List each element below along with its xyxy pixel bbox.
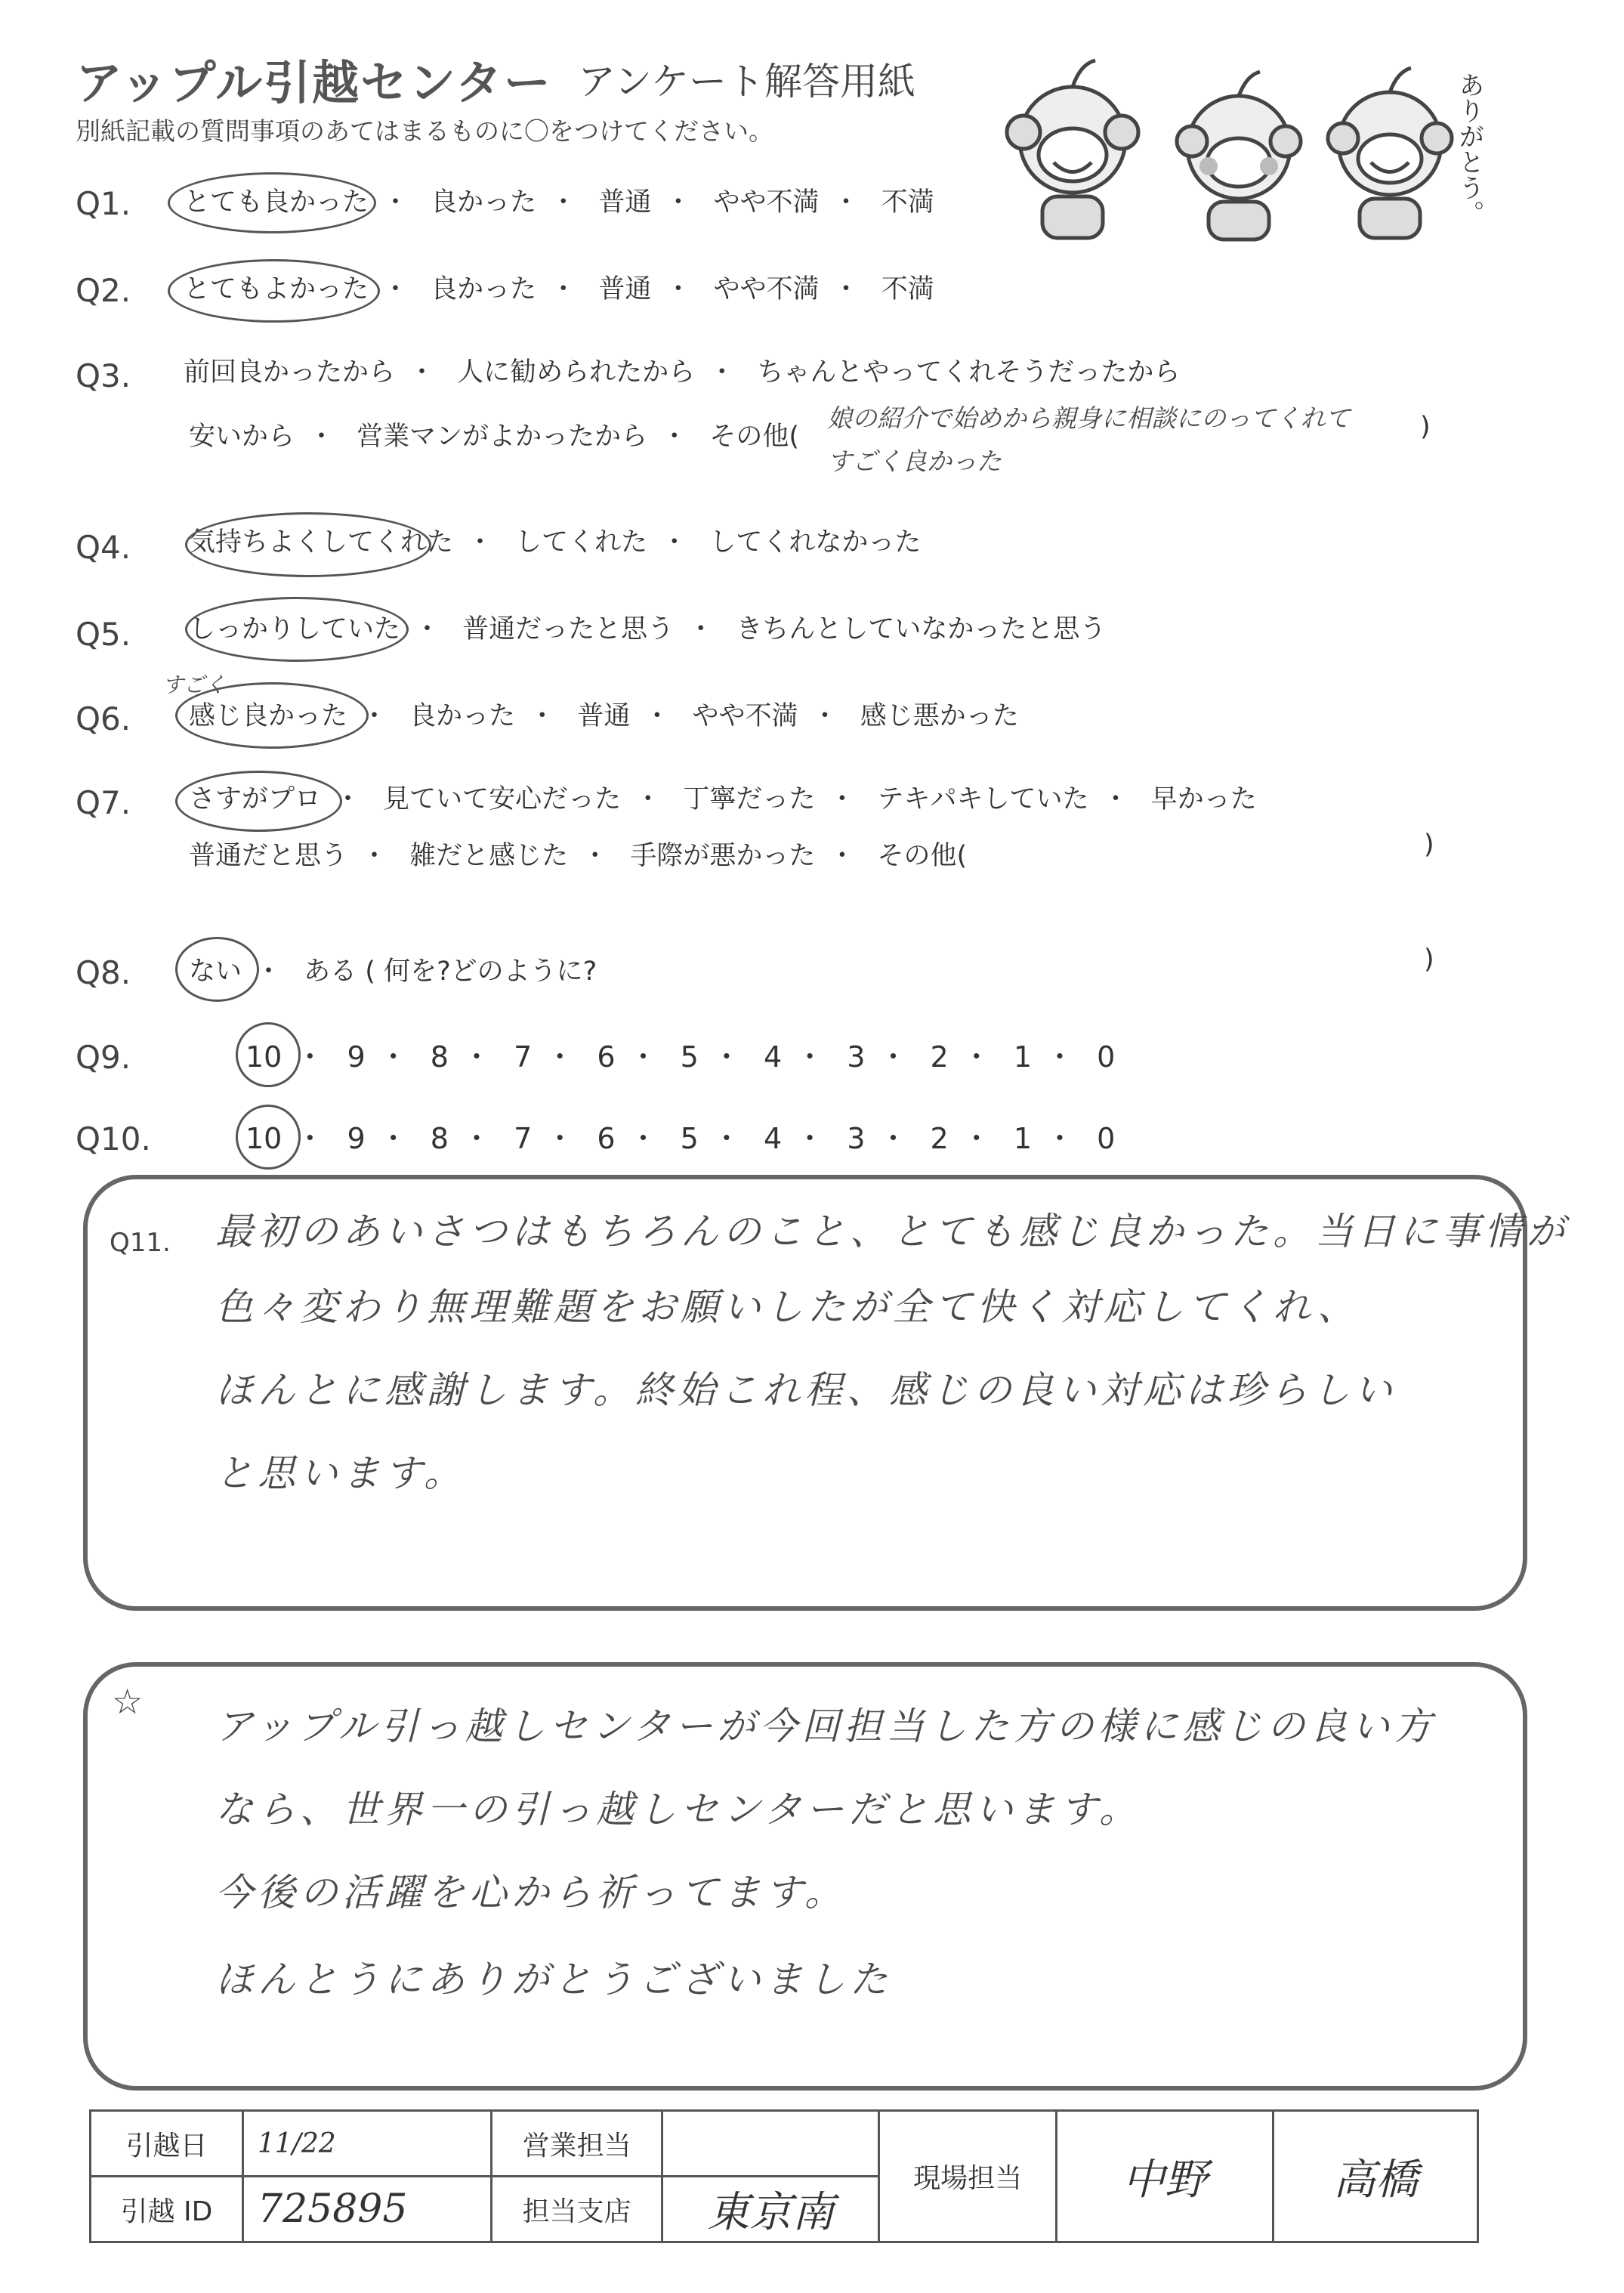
q7-option[interactable]: 雑だと感じた (409, 841, 569, 871)
q1-option[interactable]: とても良かった (184, 187, 369, 218)
q5-option[interactable]: 普通だったと思う (462, 614, 675, 644)
q3-number: Q3. (76, 357, 131, 394)
q10-score[interactable]: 10 (245, 1122, 283, 1155)
q7-option[interactable]: 早かった (1150, 784, 1257, 814)
q3-option[interactable]: 人に勧められたから (457, 357, 696, 388)
q1-option[interactable]: やや不満 (713, 187, 820, 218)
q8-option[interactable]: ある ( 何を?どのように? (304, 956, 597, 987)
star-line: なら、世界一の引っ越しセンターだと思います。 (215, 1788, 1141, 1831)
q9-score[interactable]: 2 (930, 1040, 949, 1074)
q5-option[interactable]: きちんとしていなかったと思う (736, 614, 1107, 644)
q3-option[interactable]: 安いから (189, 422, 295, 452)
q5-options: しっかりしていた ・ 普通だったと思う ・ きちんとしていなかったと思う (189, 614, 1107, 644)
q3-options-line1: 前回良かったから ・ 人に勧められたから ・ ちゃんとやってくれそうだったから (184, 357, 1181, 388)
q6-options: 感じ良かった ・ 良かった ・ 普通 ・ やや不満 ・ 感じ悪かった (189, 701, 1019, 731)
q4-option[interactable]: してくれた (515, 527, 648, 558)
q2-option[interactable]: とてもよかった (184, 274, 369, 304)
moving-id-value[interactable]: 725895 (242, 2177, 491, 2242)
sales-value[interactable] (662, 2111, 879, 2177)
branch-label: 担当支店 (492, 2177, 662, 2242)
company-title: アップル引越センター (76, 55, 552, 110)
monkey-icon (1177, 72, 1301, 239)
q10-score[interactable]: 0 (1097, 1122, 1116, 1155)
q7-option[interactable]: 普通だと思う (189, 841, 348, 871)
q9-score[interactable]: 0 (1097, 1040, 1116, 1074)
q11-line: 最初のあいさつはもちろんのこと、とても感じ良かった。当日に事情が (215, 1210, 1569, 1253)
q2-answer-circle (168, 259, 380, 323)
q5-option[interactable]: しっかりしていた (189, 614, 401, 644)
q6-option[interactable]: 普通 (577, 701, 631, 731)
q11-label: Q11. (110, 1228, 171, 1258)
q10-score[interactable]: 9 (347, 1122, 366, 1155)
q9-number: Q9. (76, 1039, 131, 1076)
q7-option[interactable]: その他( (877, 841, 968, 871)
q7-option[interactable]: 手際が悪かった (630, 841, 816, 871)
info-table (89, 2109, 1479, 2243)
q6-option[interactable]: やや不満 (692, 701, 798, 731)
monkey-icon (1328, 68, 1452, 238)
q2-number: Q2. (76, 272, 131, 309)
q10-answer-circle (236, 1105, 301, 1170)
q9-score[interactable]: 3 (847, 1040, 866, 1074)
q6-option[interactable]: 感じ悪かった (860, 701, 1019, 731)
q9-score[interactable]: 7 (514, 1040, 533, 1074)
q7-close-paren: ) (1424, 830, 1434, 860)
q10-score[interactable]: 8 (430, 1122, 449, 1155)
star-icon: ☆ (112, 1681, 144, 1722)
form-subtitle: アンケート解答用紙 (578, 60, 915, 104)
q4-options: 気持ちよくしてくれた ・ してくれた ・ してくれなかった (189, 527, 922, 558)
q1-option[interactable]: 不満 (881, 187, 934, 218)
q10-score[interactable]: 3 (847, 1122, 866, 1155)
q11-line: 色々変わり無理難題をお願いしたが全て快く対応してくれ、 (215, 1285, 1360, 1329)
q7-number: Q7. (76, 784, 131, 821)
q1-answer-circle (168, 172, 376, 233)
star-line: アップル引っ越しセンターが今回担当した方の様に感じの良い方 (215, 1704, 1437, 1748)
q7-options-line2: 普通だと思う ・ 雑だと感じた ・ 手際が悪かった ・ その他( (189, 841, 968, 871)
q11-line: と思います。 (215, 1451, 466, 1495)
q7-option[interactable]: テキパキしていた (877, 784, 1089, 814)
q9-score[interactable]: 9 (347, 1040, 366, 1074)
q11-line: ほんとに感謝します。終始これ程、感じの良い対応は珍らしい (215, 1368, 1397, 1412)
q9-score[interactable]: 1 (1013, 1040, 1033, 1074)
star-line: ほんとうにありがとうございました (215, 1958, 892, 2001)
q10-score[interactable]: 1 (1013, 1122, 1033, 1155)
q6-option[interactable]: 良かった (409, 701, 516, 731)
moving-date-label: 引越日 (91, 2111, 243, 2177)
q7-option[interactable]: 見ていて安心だった (383, 784, 622, 814)
q9-score[interactable]: 5 (680, 1040, 699, 1074)
q8-option[interactable]: ない (189, 956, 242, 987)
q4-option[interactable]: 気持ちよくしてくれた (189, 527, 454, 558)
site-staff-1[interactable]: 中野 (1056, 2111, 1273, 2242)
instruction-text: 別紙記載の質問事項のあてはまるものに〇をつけてください。 (76, 116, 773, 146)
q10-score[interactable]: 4 (763, 1122, 783, 1155)
q4-number: Q4. (76, 529, 131, 566)
q3-option[interactable]: ちゃんとやってくれそうだったから (757, 357, 1181, 388)
q8-answer-circle (175, 937, 259, 1002)
q9-score[interactable]: 4 (763, 1040, 783, 1074)
moving-date-value[interactable]: 11/22 (242, 2111, 491, 2177)
thanks-badge: ありがとう。 (1454, 72, 1484, 226)
q1-number: Q1. (76, 185, 131, 222)
q10-score[interactable]: 6 (597, 1122, 616, 1155)
q6-option[interactable]: 感じ良かった (189, 701, 348, 731)
q9-score[interactable]: 8 (430, 1040, 449, 1074)
q3-option[interactable]: 前回良かったから (184, 357, 396, 388)
monkey-icon (1007, 60, 1138, 238)
q6-number: Q6. (76, 700, 131, 737)
monkey-mascots-illustration (982, 42, 1496, 246)
site-staff-2[interactable]: 高橋 (1274, 2111, 1478, 2242)
q3-options-line2: 安いから ・ 営業マンがよかったから ・ その他( (189, 422, 799, 452)
q7-option[interactable]: 丁寧だった (683, 784, 816, 814)
q3-handwritten-other: 娘の紹介で始めから親身に相談にのってくれて (827, 403, 1351, 433)
q1-options: とても良かった ・ 良かった ・ 普通 ・ やや不満 ・ 不満 (184, 187, 934, 218)
q10-score[interactable]: 2 (930, 1122, 949, 1155)
q6-answer-circle (175, 682, 369, 749)
q3-option[interactable]: その他( (709, 422, 799, 452)
q2-option[interactable]: 普通 (598, 274, 652, 304)
q1-option[interactable]: 良かった (431, 187, 537, 218)
q5-answer-circle (185, 597, 409, 662)
q9-score[interactable]: 6 (597, 1040, 616, 1074)
q10-score[interactable]: 7 (514, 1122, 533, 1155)
q8-options: ない ・ ある ( 何を?どのように? (189, 956, 597, 987)
q6-annotation: すごく (162, 672, 227, 697)
q1-option[interactable]: 普通 (598, 187, 652, 218)
q10-score[interactable]: 5 (680, 1122, 699, 1155)
q5-number: Q5. (76, 616, 131, 653)
q9-score[interactable]: 10 (245, 1040, 283, 1074)
q3-option[interactable]: 営業マンがよかったから (357, 422, 648, 452)
q9-answer-circle (236, 1022, 301, 1087)
q9-scale: 10 ・ 9 ・ 8 ・ 7 ・ 6 ・ 5 ・ 4 ・ 3 ・ 2 ・ 1 ・ 0 (245, 1040, 1116, 1074)
site-label: 現場担当 (879, 2111, 1056, 2242)
sales-label: 営業担当 (492, 2111, 662, 2177)
moving-id-label: 引越 ID (91, 2177, 243, 2242)
q8-number: Q8. (76, 954, 131, 991)
q7-option[interactable]: さすがプロ (189, 784, 322, 814)
q3-close-paren: ) (1420, 412, 1431, 442)
q4-option[interactable]: してくれなかった (709, 527, 922, 558)
q8-close-paren: ) (1424, 944, 1434, 975)
q2-option[interactable]: やや不満 (713, 274, 820, 304)
star-line: 今後の活躍を心から祈ってます。 (215, 1871, 847, 1914)
q10-number: Q10. (76, 1120, 151, 1157)
q4-answer-circle (185, 512, 431, 577)
q3-handwritten-other-line2: すごく良かった (827, 447, 1002, 476)
q2-option[interactable]: 不満 (881, 274, 934, 304)
q7-options-line1: さすがプロ ・ 見ていて安心だった ・ 丁寧だった ・ テキパキしていた ・ 早かった (189, 784, 1257, 814)
branch-value[interactable]: 東京南 (662, 2177, 879, 2242)
q10-scale: 10 ・ 9 ・ 8 ・ 7 ・ 6 ・ 5 ・ 4 ・ 3 ・ 2 ・ 1 ・ 0 (245, 1122, 1116, 1155)
q2-options: とてもよかった ・ 良かった ・ 普通 ・ やや不満 ・ 不満 (184, 274, 934, 304)
q7-answer-circle (175, 771, 342, 832)
q2-option[interactable]: 良かった (431, 274, 537, 304)
